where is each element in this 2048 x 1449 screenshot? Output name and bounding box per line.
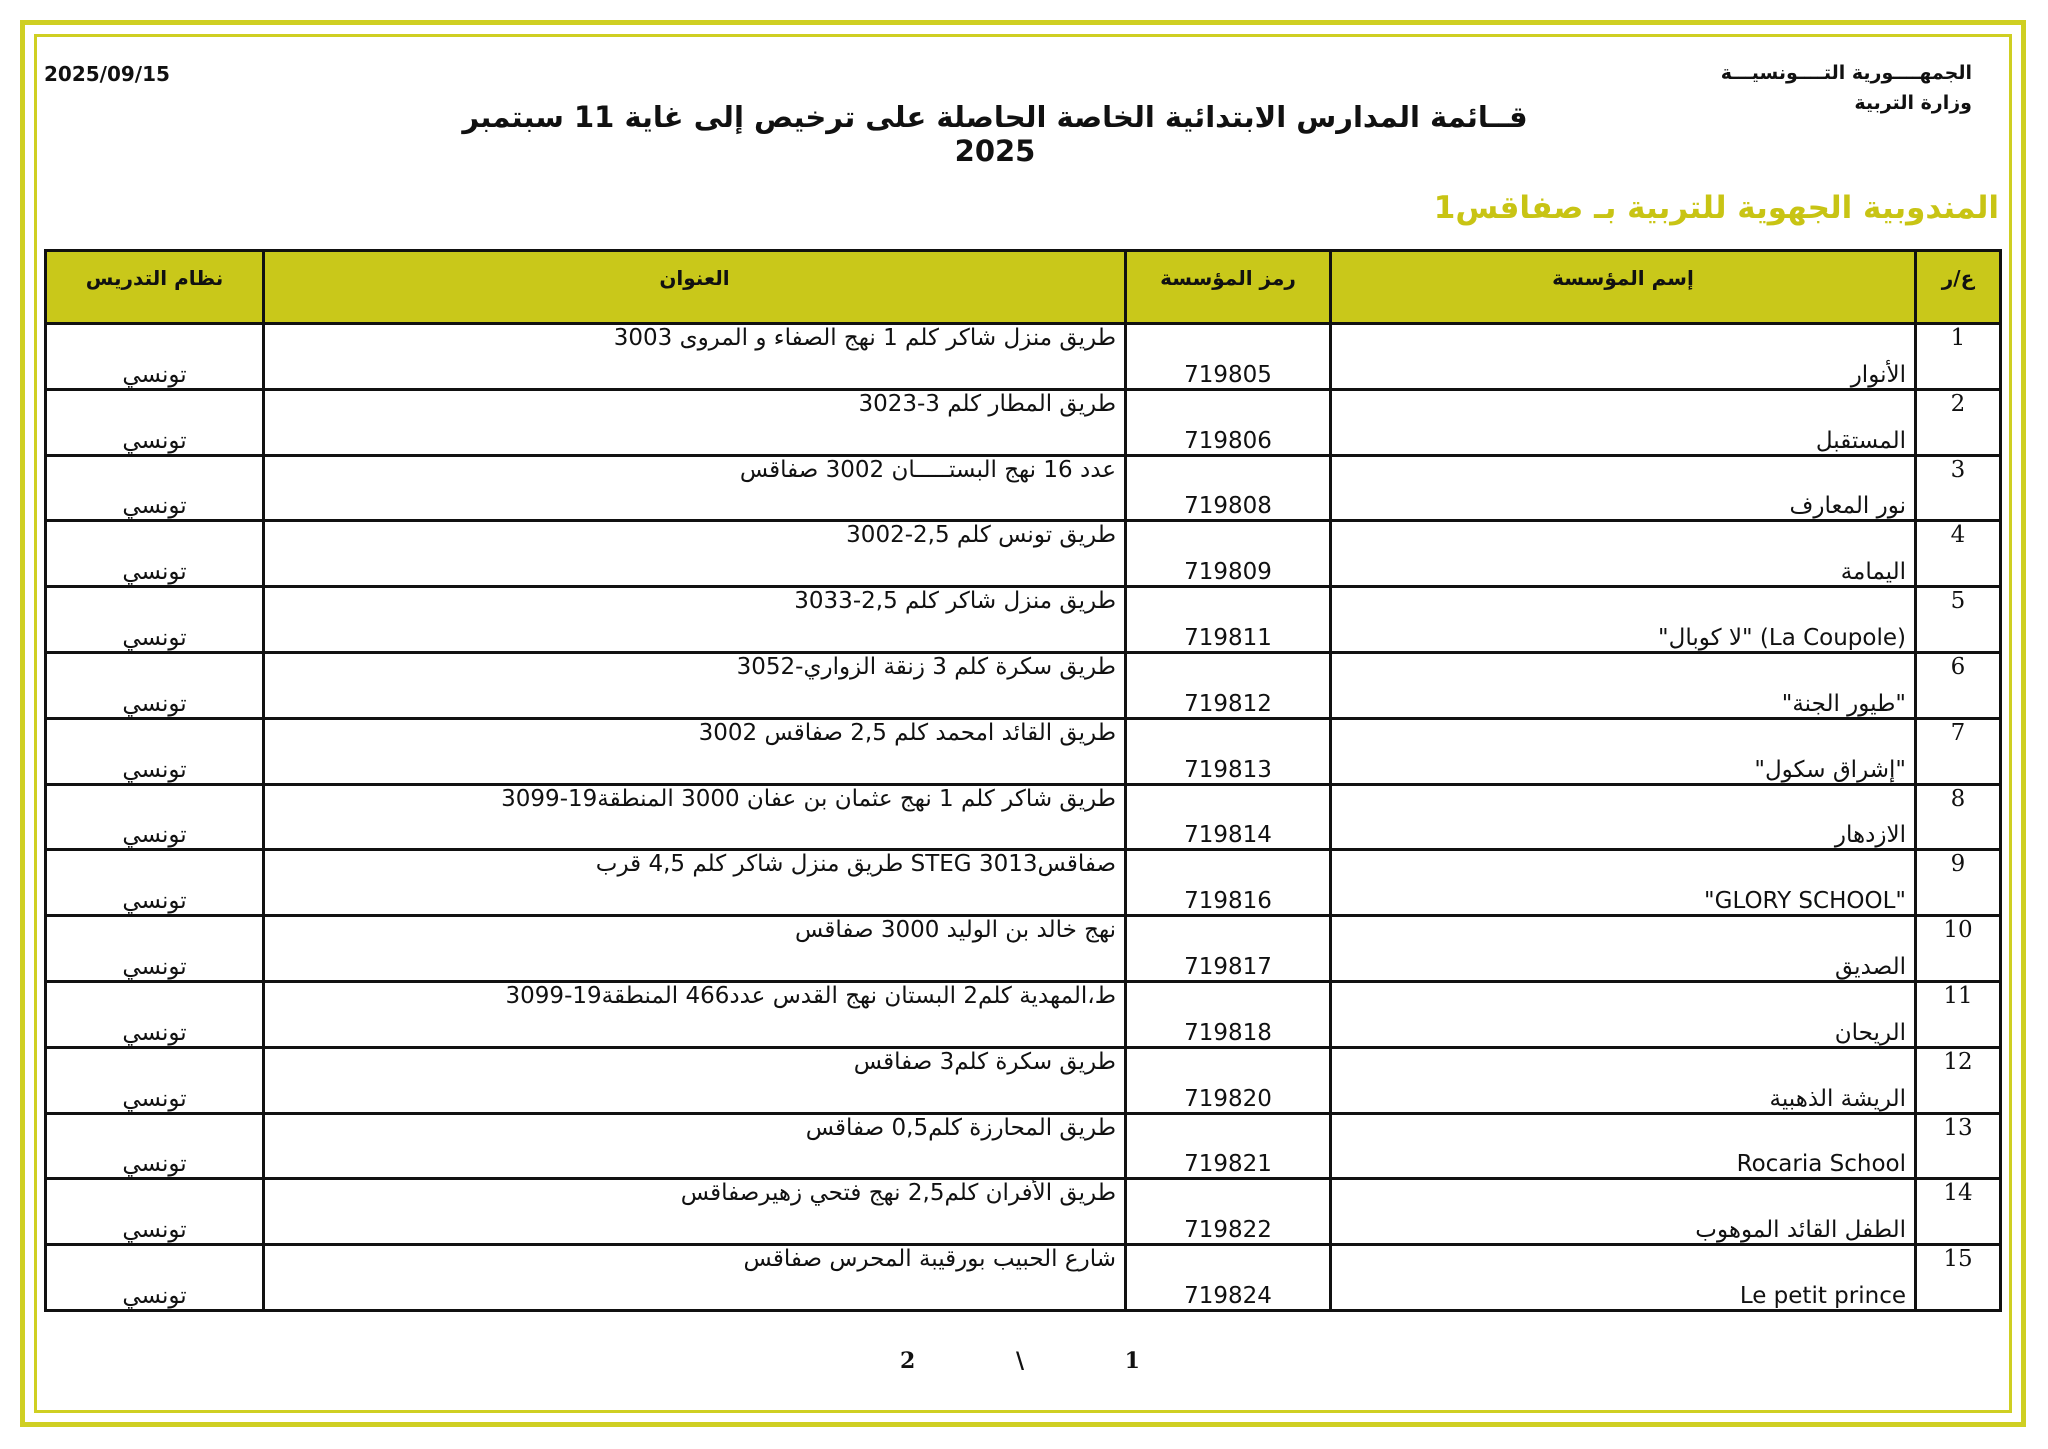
school-code: 719822 bbox=[1126, 1179, 1331, 1245]
school-address: طريق المطار كلم 3-3023 bbox=[264, 389, 1126, 455]
teaching-system: تونسي bbox=[46, 718, 264, 784]
teaching-system: تونسي bbox=[46, 784, 264, 850]
row-number: 7 bbox=[1916, 718, 2001, 784]
table-row bbox=[46, 1047, 2001, 1113]
row-number: 15 bbox=[1916, 1245, 2001, 1311]
school-code: 719811 bbox=[1126, 587, 1331, 653]
row-number: 8 bbox=[1916, 784, 2001, 850]
row-number: 6 bbox=[1916, 652, 2001, 718]
column-header-address: العنوان bbox=[264, 251, 1126, 324]
school-name: "إشراق سكول" bbox=[1331, 718, 1916, 784]
school-address: طريق المحارزة كلم0,5 صفاقس bbox=[264, 1113, 1126, 1179]
school-address: طريق الأفران كلم2,5 نهج فتحي زهيرصفاقس bbox=[264, 1179, 1126, 1245]
column-header-code: رمز المؤسسة bbox=[1126, 251, 1331, 324]
page-current: 1 bbox=[1124, 1348, 1140, 1374]
row-number: 12 bbox=[1916, 1047, 2001, 1113]
school-code: 719808 bbox=[1126, 455, 1331, 521]
teaching-system: تونسي bbox=[46, 981, 264, 1047]
page-number bbox=[900, 1348, 1140, 1374]
school-address: نهج خالد بن الوليد 3000 صفاقس bbox=[264, 916, 1126, 982]
school-name: الطفل القائد الموهوب bbox=[1331, 1179, 1916, 1245]
school-address: عدد 16 نهج البستـــــان 3002 صفاقس bbox=[264, 455, 1126, 521]
page-separator: \ bbox=[1015, 1348, 1025, 1374]
school-address: صفاقس3013 STEG طريق منزل شاكر كلم 4,5 قرب bbox=[264, 850, 1126, 916]
school-name: الصديق bbox=[1331, 916, 1916, 982]
school-name: "GLORY SCHOOL" bbox=[1331, 850, 1916, 916]
school-name: الازدهار bbox=[1331, 784, 1916, 850]
row-number: 9 bbox=[1916, 850, 2001, 916]
school-code: 719824 bbox=[1126, 1245, 1331, 1311]
table-row bbox=[46, 324, 2001, 390]
teaching-system: تونسي bbox=[46, 652, 264, 718]
region-title: المندوبية الجهوية للتربية بـ صفاقس1 bbox=[1433, 190, 1999, 226]
school-address: طريق سكرة كلم3 صفاقس bbox=[264, 1047, 1126, 1113]
table-body bbox=[46, 324, 2001, 1311]
school-code: 719805 bbox=[1126, 324, 1331, 390]
column-header-number: ع/ر bbox=[1916, 251, 2001, 324]
school-code: 719817 bbox=[1126, 916, 1331, 982]
table-row bbox=[46, 916, 2001, 982]
school-name: المستقبل bbox=[1331, 389, 1916, 455]
teaching-system: تونسي bbox=[46, 389, 264, 455]
school-address: طريق منزل شاكر كلم 1 نهج الصفاء و المروى 3003 bbox=[264, 324, 1126, 390]
teaching-system: تونسي bbox=[46, 1047, 264, 1113]
school-address: طريق تونس كلم 2,5-3002 bbox=[264, 521, 1126, 587]
table-row bbox=[46, 981, 2001, 1047]
teaching-system: تونسي bbox=[46, 587, 264, 653]
teaching-system: تونسي bbox=[46, 850, 264, 916]
school-address: ط،المهدية كلم2 البستان نهج القدس عدد466 المنطقة19-3099 bbox=[264, 981, 1126, 1047]
teaching-system: تونسي bbox=[46, 916, 264, 982]
school-code: 719818 bbox=[1126, 981, 1331, 1047]
school-code: 719814 bbox=[1126, 784, 1331, 850]
table-row bbox=[46, 652, 2001, 718]
school-address: طريق سكرة كلم 3 زنقة الزواري-3052 bbox=[264, 652, 1126, 718]
row-number: 2 bbox=[1916, 389, 2001, 455]
row-number: 4 bbox=[1916, 521, 2001, 587]
row-number: 14 bbox=[1916, 1179, 2001, 1245]
school-name: الأنوار bbox=[1331, 324, 1916, 390]
school-code: 719809 bbox=[1126, 521, 1331, 587]
teaching-system: تونسي bbox=[46, 1179, 264, 1245]
teaching-system: تونسي bbox=[46, 324, 264, 390]
ministry-header bbox=[1721, 58, 1972, 118]
schools-table bbox=[44, 249, 2002, 1312]
table-row bbox=[46, 455, 2001, 521]
school-name: (La Coupole) "لا كوبال" bbox=[1331, 587, 1916, 653]
row-number: 10 bbox=[1916, 916, 2001, 982]
row-number: 5 bbox=[1916, 587, 2001, 653]
school-name: "طيور الجنة" bbox=[1331, 652, 1916, 718]
school-address: طريق شاكر كلم 1 نهج عثمان بن عفان 3000 المنطقة19-3099 bbox=[264, 784, 1126, 850]
teaching-system: تونسي bbox=[46, 521, 264, 587]
republic-label: الجمهــــورية التــــونسيـــة bbox=[1720, 62, 1972, 84]
table-row bbox=[46, 718, 2001, 784]
teaching-system: تونسي bbox=[46, 1113, 264, 1179]
school-name: الريحان bbox=[1331, 981, 1916, 1047]
school-code: 719806 bbox=[1126, 389, 1331, 455]
page-total: 2 bbox=[900, 1348, 916, 1374]
school-code: 719813 bbox=[1126, 718, 1331, 784]
row-number: 1 bbox=[1916, 324, 2001, 390]
school-name: اليمامة bbox=[1331, 521, 1916, 587]
table-row bbox=[46, 1245, 2001, 1311]
school-code: 719812 bbox=[1126, 652, 1331, 718]
document-title: قــائمة المدارس الابتدائية الخاصة الحاصلة على ترخيص إلى غاية 11 سبتمبر 2025 bbox=[462, 100, 1528, 168]
school-name: الريشة الذهبية bbox=[1331, 1047, 1916, 1113]
column-header-name: إسم المؤسسة bbox=[1331, 251, 1916, 324]
table-row bbox=[46, 784, 2001, 850]
table-row bbox=[46, 521, 2001, 587]
table-row bbox=[46, 389, 2001, 455]
row-number: 13 bbox=[1916, 1113, 2001, 1179]
table-row bbox=[46, 850, 2001, 916]
table-row bbox=[46, 587, 2001, 653]
school-address: طريق القائد امحمد كلم 2,5 صفاقس 3002 bbox=[264, 718, 1126, 784]
teaching-system: تونسي bbox=[46, 1245, 264, 1311]
school-code: 719820 bbox=[1126, 1047, 1331, 1113]
row-number: 3 bbox=[1916, 455, 2001, 521]
school-address: شارع الحبيب بورقيبة المحرس صفاقس bbox=[264, 1245, 1126, 1311]
school-code: 719821 bbox=[1126, 1113, 1331, 1179]
document-date: 2025/09/15 bbox=[44, 62, 170, 86]
teaching-system: تونسي bbox=[46, 455, 264, 521]
table-header-row bbox=[46, 251, 2001, 324]
row-number: 11 bbox=[1916, 981, 2001, 1047]
school-name: Rocaria School bbox=[1331, 1113, 1916, 1179]
table-row bbox=[46, 1113, 2001, 1179]
school-name: Le petit prince bbox=[1331, 1245, 1916, 1311]
school-code: 719816 bbox=[1126, 850, 1331, 916]
school-name: نور المعارف bbox=[1331, 455, 1916, 521]
school-address: طريق منزل شاكر كلم 2,5-3033 bbox=[264, 587, 1126, 653]
column-header-system: نظام التدريس bbox=[46, 251, 264, 324]
ministry-label: وزارة التربية bbox=[1854, 92, 1972, 114]
table-row bbox=[46, 1179, 2001, 1245]
